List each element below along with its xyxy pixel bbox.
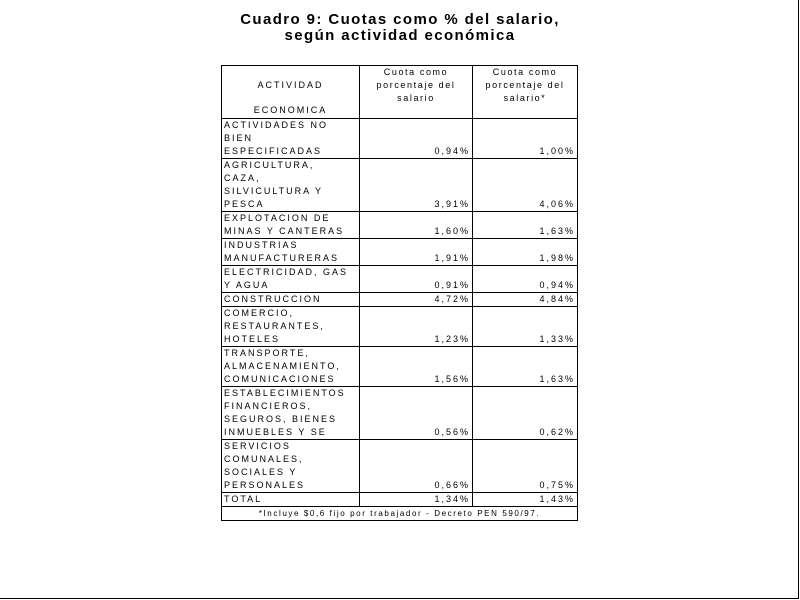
cell-cuota-asterisk: 1,00% <box>473 119 578 159</box>
header-cuota-asterisk: Cuota como porcentaje del salario* <box>473 66 578 119</box>
footnote: *Incluye $0,6 fijo por trabajador - Decreto PEN 590/97. <box>222 507 578 521</box>
cell-cuota: 4,72% <box>360 293 473 307</box>
cell-actividad: INDUSTRIAS MANUFACTURERAS <box>222 239 360 266</box>
header-actividad-line1: ACTIVIDAD <box>257 80 324 90</box>
table-row <box>222 159 578 212</box>
cell-actividad: EXPLOTACION DE MINAS Y CANTERAS <box>222 212 360 239</box>
cell-cuota: 0,91% <box>360 266 473 293</box>
cell-cuota-asterisk: 0,94% <box>473 266 578 293</box>
header-actividad-line2: ECONOMICA <box>253 105 328 115</box>
cell-cuota: 0,94% <box>360 119 473 159</box>
cell-cuota: 3,91% <box>360 159 473 212</box>
cell-cuota-asterisk: 1,98% <box>473 239 578 266</box>
cell-cuota-asterisk: 4,06% <box>473 159 578 212</box>
cell-cuota: 1,56% <box>360 347 473 387</box>
cell-cuota-asterisk: 1,43% <box>473 493 578 507</box>
header-cuota: Cuota como porcentaje del salario <box>360 66 473 119</box>
table-row <box>222 307 578 347</box>
cell-cuota-asterisk: 0,75% <box>473 440 578 493</box>
table-row <box>222 387 578 440</box>
cell-actividad: SERVICIOS COMUNALES, SOCIALES Y PERSONALES <box>222 440 360 493</box>
cell-cuota: 1,91% <box>360 239 473 266</box>
table-row <box>222 347 578 387</box>
cell-actividad: COMERCIO, RESTAURANTES, HOTELES <box>222 307 360 347</box>
cell-cuota-asterisk: 1,63% <box>473 212 578 239</box>
cell-actividad: ELECTRICIDAD, GAS Y AGUA <box>222 266 360 293</box>
table-row <box>222 119 578 159</box>
table-body <box>222 119 578 507</box>
cell-cuota-asterisk: 0,62% <box>473 387 578 440</box>
cell-actividad: AGRICULTURA, CAZA, SILVICULTURA Y PESCA <box>222 159 360 212</box>
cell-cuota-asterisk: 1,63% <box>473 347 578 387</box>
cell-cuota-asterisk: 4,84% <box>473 293 578 307</box>
header-actividad <box>222 66 360 119</box>
table-row <box>222 440 578 493</box>
cell-actividad: TRANSPORTE, ALMACENAMIENTO, COMUNICACIONES <box>222 347 360 387</box>
cell-cuota: 0,66% <box>360 440 473 493</box>
header-row <box>222 66 578 119</box>
table-row <box>222 212 578 239</box>
cell-actividad: ACTIVIDADES NO BIEN ESPECIFICADAS <box>222 119 360 159</box>
table-row <box>222 493 578 507</box>
table-row <box>222 266 578 293</box>
cell-actividad: TOTAL <box>222 493 360 507</box>
table-row <box>222 293 578 307</box>
footnote-row <box>222 507 578 521</box>
cell-cuota-asterisk: 1,33% <box>473 307 578 347</box>
cell-cuota: 1,60% <box>360 212 473 239</box>
cell-actividad: CONSTRUCCION <box>222 293 360 307</box>
table-title <box>200 12 600 44</box>
table-row <box>222 239 578 266</box>
title-line-1: Cuadro 9: Cuotas como % del salario, <box>240 11 560 28</box>
cell-cuota: 0,56% <box>360 387 473 440</box>
title-line-2: según actividad económica <box>284 27 516 44</box>
cell-cuota: 1,34% <box>360 493 473 507</box>
cell-cuota: 1,23% <box>360 307 473 347</box>
cuotas-table <box>221 65 578 521</box>
cell-actividad: ESTABLECIMIENTOS FINANCIEROS, SEGUROS, BIENES INMUEBLES Y SE <box>222 387 360 440</box>
